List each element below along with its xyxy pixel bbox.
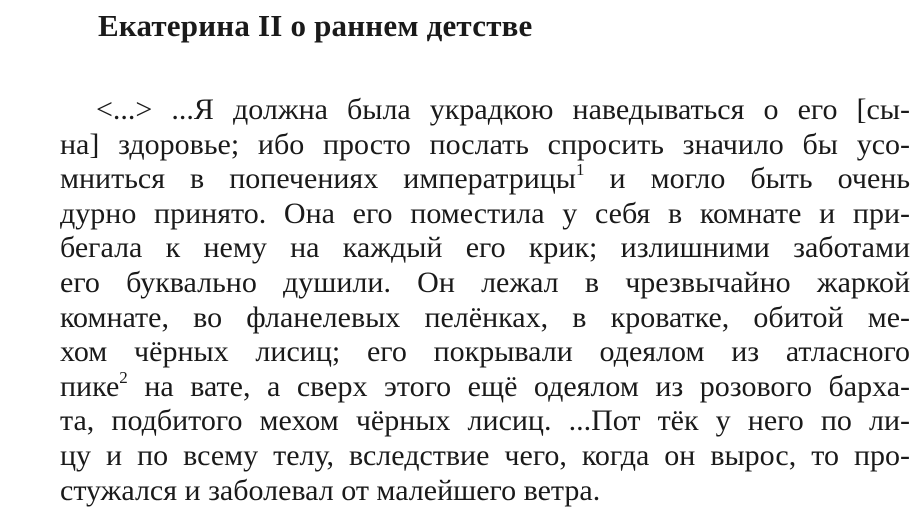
paragraph-line-8: хом чёрных лисиц; его покрывали одеялом из атласного — [60, 335, 910, 369]
paragraph-line-11: цу и по всему телу, вследствие чего, когда он вырос, то про- — [60, 438, 910, 472]
paragraph-line-6: его буквально душили. Он лежал в чрезвычайно жаркой — [60, 265, 910, 299]
quote-paragraph — [60, 93, 910, 508]
footnote-mark-1: 1 — [575, 160, 585, 180]
line-9-text-a: пике — [60, 369, 120, 403]
paragraph-line-1: <...> ...Я должна была украдкою наведываться о его [сы- — [96, 93, 910, 126]
paragraph-line-4: дурно принято. Она его поместила у себя в комнате и при- — [60, 196, 910, 230]
line-3-text-b: и могло быть очень — [609, 162, 910, 196]
paragraph-line-9 — [60, 367, 911, 405]
footnote-mark-2: 2 — [119, 367, 128, 387]
document-title: Екатерина II о раннем детстве — [98, 8, 533, 43]
line-9-text-b: на вате, а сверх этого ещё одеялом из розового барха- — [144, 369, 911, 403]
paragraph-line-12: стужался и заболевал от малейшего ветра. — [60, 473, 601, 507]
paragraph-line-3 — [60, 162, 910, 197]
paragraph-line-10: та, подбитого мехом чёрных лисиц. ...Пот тёк у него по ли- — [60, 404, 910, 438]
line-3-text-a: мниться в попечениях императрицы — [60, 162, 576, 196]
paragraph-line-2: на] здоровье; ибо просто послать спросить значило бы усо- — [60, 127, 910, 161]
paragraph-line-5: бегала к нему на каждый его крик; излишними заботами — [60, 231, 910, 265]
paragraph-line-7: комнате, во фланелевых пелёнках, в кроватке, обитой ме- — [60, 300, 910, 334]
